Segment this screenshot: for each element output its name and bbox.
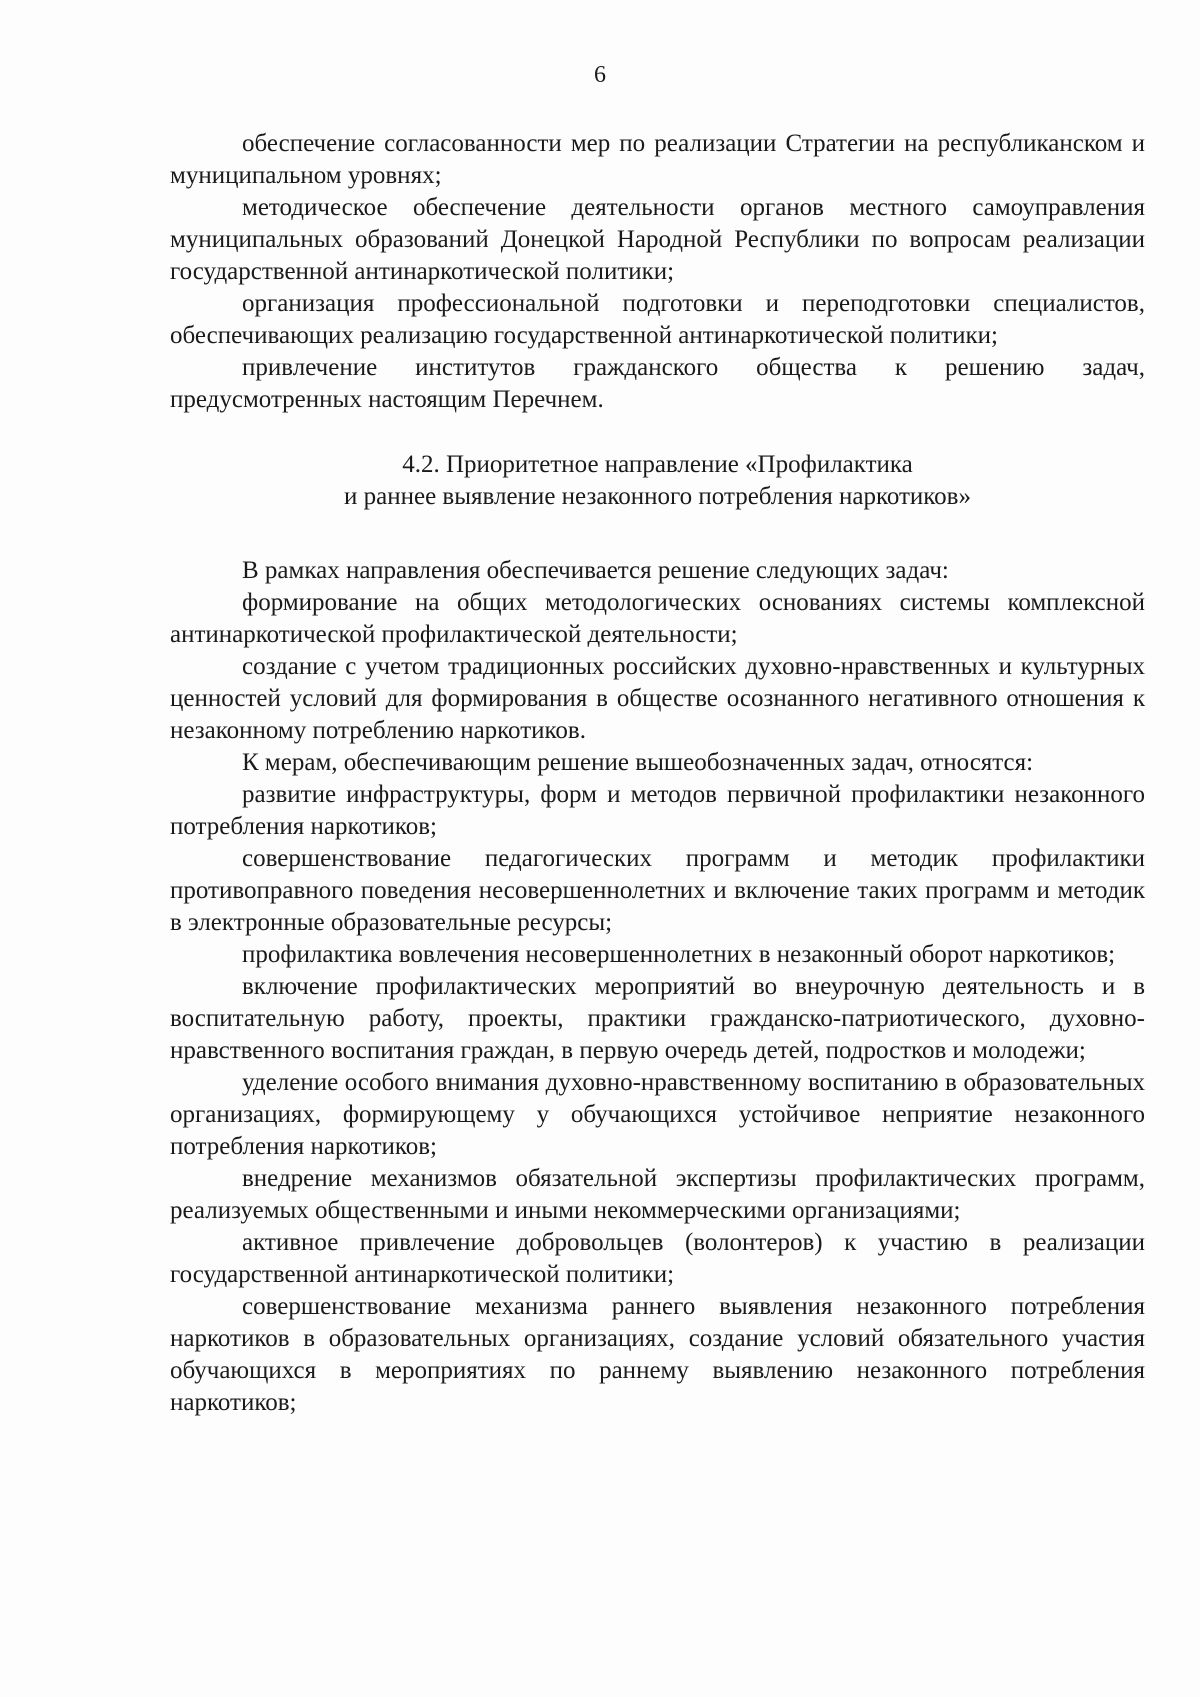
page-number: 6 [594,62,606,88]
section-paragraph: включение профилактических мероприятий во внеурочную деятельность и в воспитательную работу, проекты, практики гражданско-патриотического, духовно-нравственного воспитания граждан, в первую очередь детей, подростков и молодежи; [170,973,1145,1064]
section-heading-line: 4.2. Приоритетное направление «Профилактика [402,451,913,478]
intro-item: организация профессиональной подготовки и переподготовки специалистов, обеспечивающих реализацию государственной антинаркотической политики; [170,290,1145,349]
intro-item: обеспечение согласованности мер по реализации Стратегии на республиканском и муниципальном уровнях; [170,130,1145,189]
section-paragraph: совершенствование механизма раннего выявления незаконного потребления наркотиков в образовательных организациях, создание условий обязательного участия обучающихся в мероприятиях по раннему выявлению незаконного потребления наркотиков; [170,1293,1145,1416]
section-paragraph: профилактика вовлечения несовершеннолетних в незаконный оборот наркотиков; [242,941,1116,968]
section-paragraph: уделение особого внимания духовно-нравственному воспитанию в образовательных организациях, формирующему у обучающихся устойчивое неприятие незаконного потребления наркотиков; [170,1069,1145,1160]
section-paragraph: В рамках направления обеспечивается решение следующих задач: [242,557,949,584]
intro-item: методическое обеспечение деятельности органов местного самоуправления муниципальных образований Донецкой Народной Республики по вопросам реализации государственной антинаркотической политики; [170,194,1145,285]
section-heading-line: и раннее выявление незаконного потребления наркотиков» [343,483,971,510]
section-paragraph: внедрение механизмов обязательной экспертизы профилактических программ, реализуемых общественными и иными некоммерческими организациями; [170,1165,1145,1224]
intro-item: привлечение институтов гражданского общества к решению задач, предусмотренных настоящим Перечнем. [170,354,1145,413]
section-paragraph: формирование на общих методологических основаниях системы комплексной антинаркотической профилактической деятельности; [170,589,1145,648]
section-paragraph: активное привлечение добровольцев (волонтеров) к участию в реализации государственной антинаркотической политики; [170,1229,1145,1288]
section-paragraph: совершенствование педагогических программ и методик профилактики противоправного поведения несовершеннолетних и включение таких программ и методик в электронные образовательные ресурсы; [170,845,1145,936]
section-paragraph: развитие инфраструктуры, форм и методов первичной профилактики незаконного потребления наркотиков; [170,781,1145,840]
document-body [170,128,1145,1419]
section-heading [170,449,1145,513]
section-paragraph: создание с учетом традиционных российских духовно-нравственных и культурных ценностей условий для формирования в обществе осознанного негативного отношения к незаконному потреблению наркотиков. [170,653,1145,744]
section-paragraph: К мерам, обеспечивающим решение вышеобозначенных задач, относятся: [242,749,1034,776]
